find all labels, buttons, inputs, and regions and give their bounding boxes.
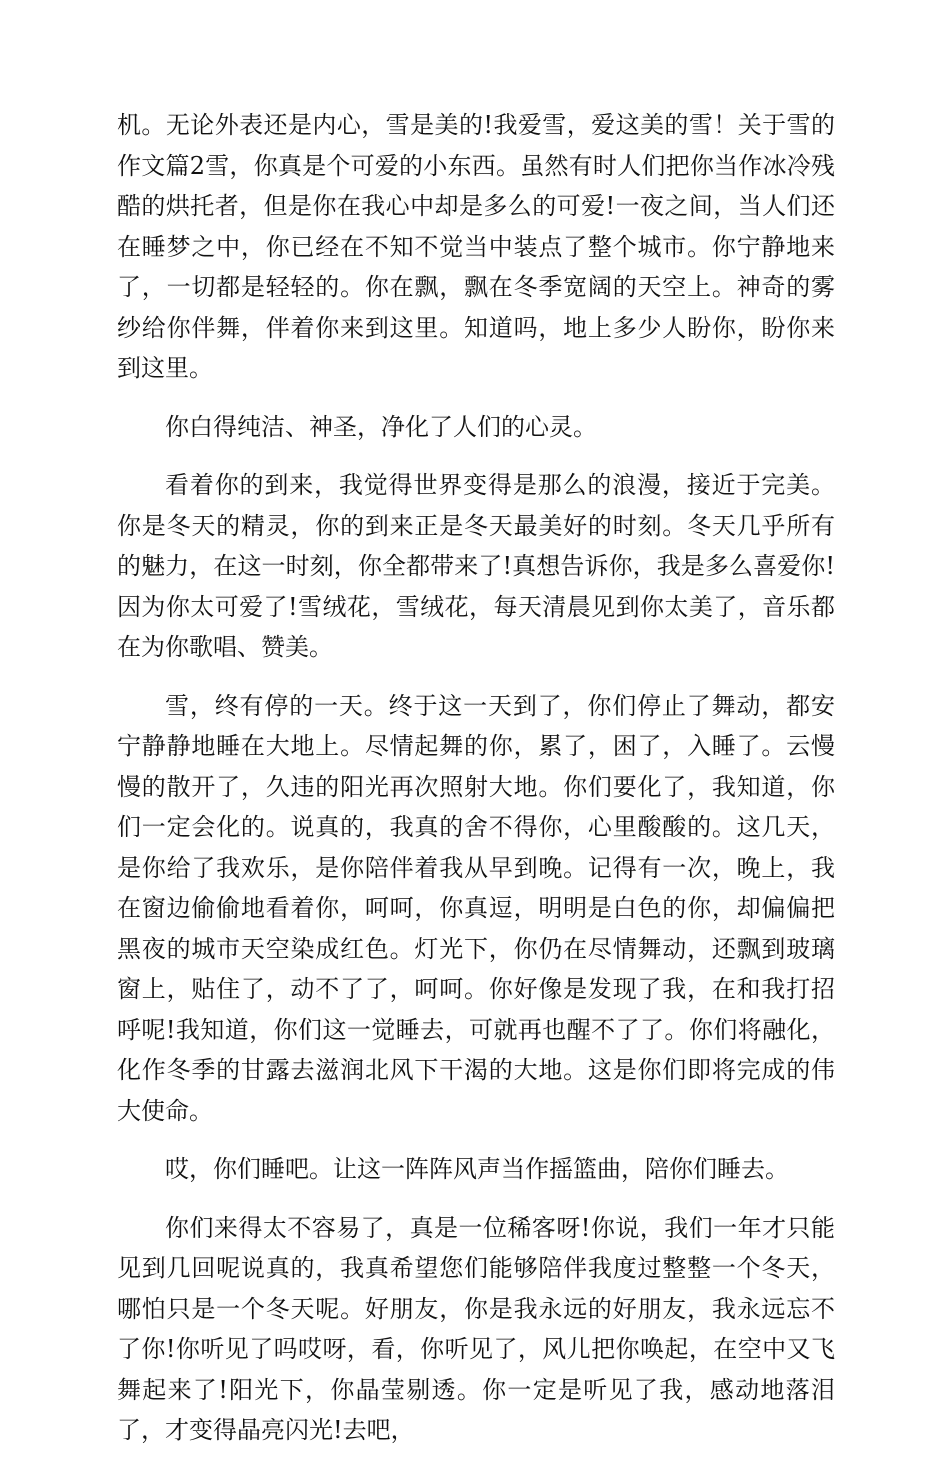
paragraph-3: 看着你的到来，我觉得世界变得是那么的浪漫，接近于完美。你是冬天的精灵，你的到来正是冬天最美好的时刻。冬天几乎所有的魅力，在这一时刻，你全都带来了!真想告诉你，我是多么喜爱你!因为你太可爱了!雪绒花，雪绒花，每天清晨见到你太美了，音乐都在为你歌唱、赞美。 bbox=[117, 471, 835, 661]
paragraph-4: 雪，终有停的一天。终于这一天到了，你们停止了舞动，都安宁静静地睡在大地上。尽情起舞的你，累了，困了，入睡了。云慢慢的散开了，久违的阳光再次照射大地。你们要化了，我知道，你们一定会化的。说真的，我真的舍不得你，心里酸酸的。这几天，是你给了我欢乐，是你陪伴着我从早到晚。记得有一次，晚上，我在窗边偷偷地看着你，呵呵，你真逗，明明是白色的你，却偏偏把黑夜的城市天空染成红色。灯光下，你仍在尽情舞动，还飘到玻璃窗上，贴住了，动不了了，呵呵。你好像是发现了我，在和我打招呼呢!我知道，你们这一觉睡去，可就再也醒不了了。你们将融化，化作冬季的甘露去滋润北风下干渴的大地。这是你们即将完成的伟大使命。 bbox=[117, 691, 835, 1125]
paragraph-2: 你白得纯洁、神圣，净化了人们的心灵。 bbox=[165, 412, 597, 441]
document-page bbox=[117, 105, 835, 1469]
paragraph-5: 哎，你们睡吧。让这一阵阵风声当作摇篮曲，陪你们睡去。 bbox=[165, 1155, 789, 1183]
paragraph-6: 你们来得太不容易了，真是一位稀客呀!你说，我们一年才只能见到几回呢说真的，我真希望您们能够陪伴我度过整整一个冬天，哪怕只是一个冬天呢。好朋友，你是我永远的好朋友，我永远忘不了你!你听见了吗哎呀，看，你听见了，风儿把你唤起，在空中又飞舞起来了!阳光下，你晶莹剔透。你一定是听见了我，感动地落泪了，才变得晶亮闪光!去吧， bbox=[117, 1213, 835, 1444]
paragraph-1: 机。无论外表还是内心，雪是美的!我爱雪，爱这美的雪！关于雪的作文篇2雪，你真是个可爱的小东西。虽然有时人们把你当作冰冷残酷的烘托者，但是你在我心中却是多么的可爱!一夜之间，当人们还在睡梦之中，你已经在不知不觉当中装点了整个城市。你宁静地来了，一切都是轻轻的。你在飘，飘在冬季宽阔的天空上。神奇的雾纱给你伴舞，伴着你来到这里。知道吗，地上多少人盼你，盼你来到这里。 bbox=[117, 111, 835, 382]
